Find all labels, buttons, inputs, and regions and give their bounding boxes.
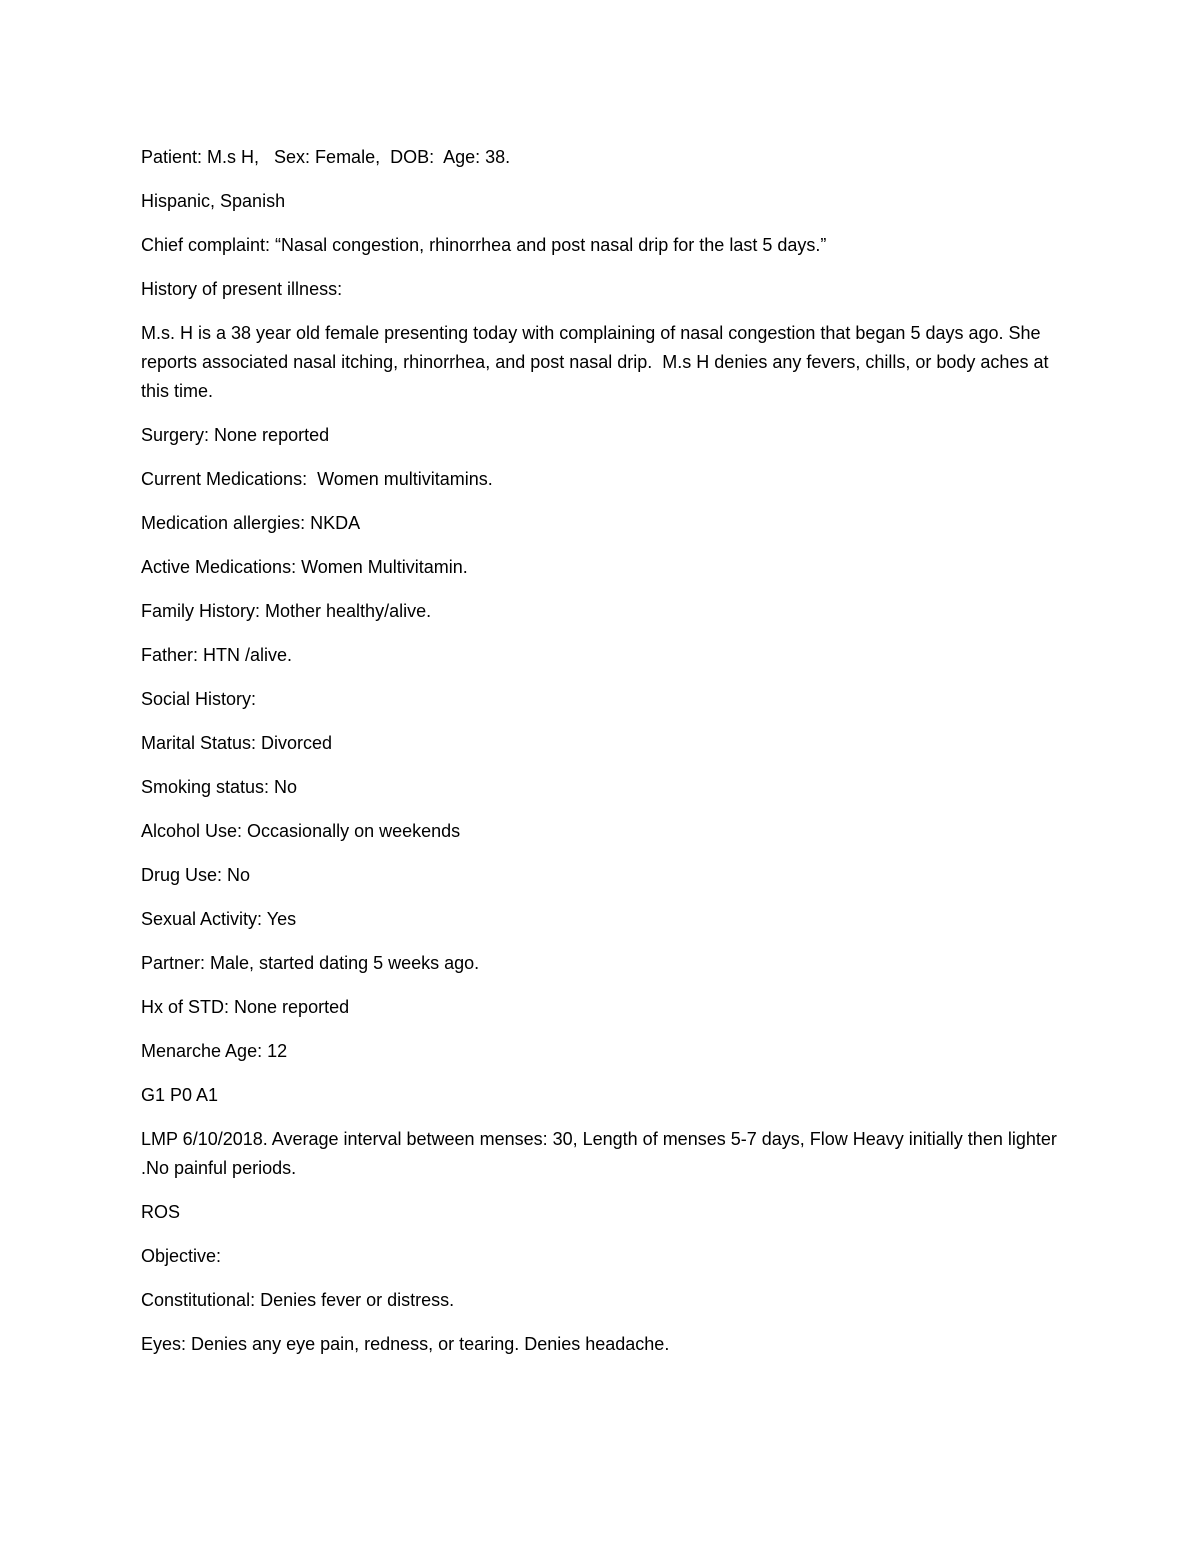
- ethnicity-language-line: Hispanic, Spanish: [141, 191, 286, 211]
- current-medications-line: Current Medications: Women multivitamins.: [141, 469, 493, 489]
- obstetric-history-line: G1 P0 A1: [141, 1085, 219, 1105]
- father-line: Father: HTN /alive.: [141, 645, 293, 665]
- hpi-paragraph: M.s. H is a 38 year old female presenting today with complaining of nasal congestion that began 5 days ago. She reports associated nasal itching, rhinorrhea, and post nasal drip. M.s H denies any fevers, chills, or body aches at this time.: [141, 323, 1054, 401]
- constitutional-line: Constitutional: Denies fever or distress.: [141, 1290, 455, 1310]
- smoking-status-line: Smoking status: No: [141, 777, 298, 797]
- sexual-activity-line: Sexual Activity: Yes: [141, 909, 297, 929]
- marital-status-line: Marital Status: Divorced: [141, 733, 333, 753]
- lmp-paragraph: LMP 6/10/2018. Average interval between menses: 30, Length of menses 5-7 days, Flow Heavy initially then lighter .No painful periods.: [141, 1129, 1062, 1178]
- std-history-line: Hx of STD: None reported: [141, 997, 350, 1017]
- document-body: [141, 143, 1071, 1374]
- eyes-line: Eyes: Denies any eye pain, redness, or tearing. Denies headache.: [141, 1334, 670, 1354]
- partner-line: Partner: Male, started dating 5 weeks ago.: [141, 953, 480, 973]
- family-history-line: Family History: Mother healthy/alive.: [141, 601, 432, 621]
- menarche-age-line: Menarche Age: 12: [141, 1041, 288, 1061]
- active-medications-line: Active Medications: Women Multivitamin.: [141, 557, 468, 577]
- chief-complaint-line: Chief complaint: “Nasal congestion, rhinorrhea and post nasal drip for the last 5 days.”: [141, 235, 827, 255]
- objective-heading: Objective:: [141, 1246, 222, 1266]
- social-history-heading: Social History:: [141, 689, 257, 709]
- surgery-line: Surgery: None reported: [141, 425, 330, 445]
- alcohol-use-line: Alcohol Use: Occasionally on weekends: [141, 821, 461, 841]
- medication-allergies-line: Medication allergies: NKDA: [141, 513, 361, 533]
- patient-line: Patient: M.s H, Sex: Female, DOB: Age: 38.: [141, 147, 511, 167]
- ros-heading: ROS: [141, 1202, 181, 1222]
- hpi-heading: History of present illness:: [141, 279, 343, 299]
- drug-use-line: Drug Use: No: [141, 865, 251, 885]
